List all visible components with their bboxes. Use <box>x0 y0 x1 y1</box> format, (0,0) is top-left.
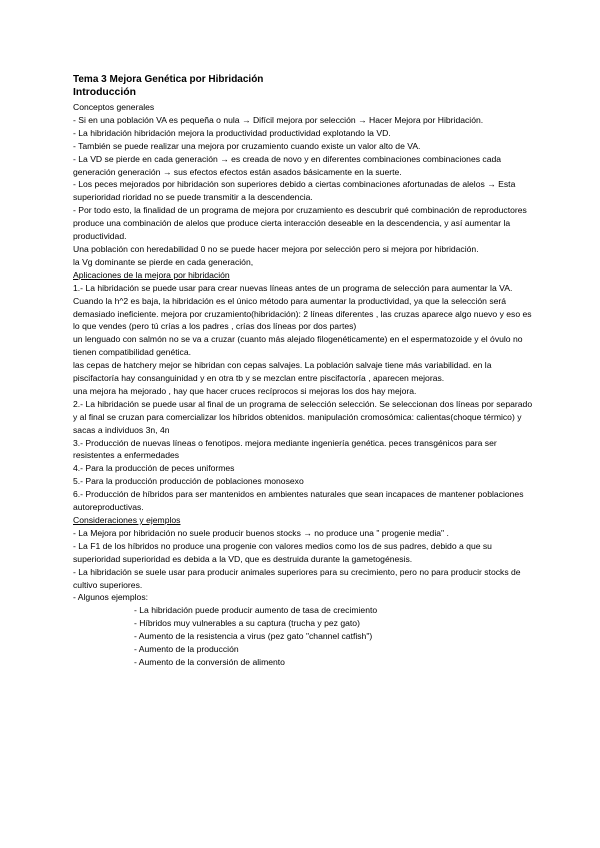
subheading-conceptos: Conceptos generales <box>73 102 155 112</box>
paragraph: 5.- Para la producción producción de poblaciones monosexo <box>73 476 304 487</box>
paragraph: - La VD se pierde en cada generación → es creada de novo y en diferentes combinaciones combinaciones cada generación generación → sus efectos efectos están asados básicamente en la suerte. <box>73 153 502 177</box>
paragraph: - También se puede realizar una mejora por cruzamiento cuando existe un valor alto de VA. <box>73 140 421 151</box>
list-item: - Aumento de la conversión de alimento <box>134 656 285 667</box>
paragraph: - La hibridación hibridación mejora la productividad productividad explotando la VD. <box>73 127 391 138</box>
paragraph: - La hibridación se suele usar para producir animales superiores para su crecimiento, pero no para producir stocks de cultivo superiores. <box>73 566 521 590</box>
paragraph: 1.- La hibridación se puede usar para crear nuevas líneas antes de un programa de selección para aumentar la VA. Cuando la h^2 es baja, la hibridación es el único método para aumentar la productividad, ya que la selección será demasiado ineficiente. mejora por cruzamiento(hibridación): 2 líneas diferentes , las cruzas aparece algo nuevo y eso es lo que vendes (pero tú crías a los padres , crías dos líneas por dos partes) <box>73 282 532 332</box>
paragraph: - Los peces mejorados por hibridación son superiores debido a ciertas combinaciones afortunadas de alelos → Esta superioridad rioridad no se puede transmitir a la descendencia. <box>73 179 516 203</box>
paragraph: - Si en una población VA es pequeña o nula → Difícil mejora por selección → Hacer Mejora por Hibridación. <box>73 114 484 125</box>
examples-list <box>73 604 533 669</box>
subheading-aplicaciones: Aplicaciones de la mejora por hibridación <box>73 269 230 280</box>
paragraph: un lenguado con salmón no se va a cruzar (cuanto más alejado filogenéticamente) en el espermatozoide y el óvulo no tienen compatibilidad genética. <box>73 334 523 358</box>
paragraph: las cepas de hatchery mejor se hibridan con cepas salvajes. La población salvaje tiene más variabilidad. en la piscifactoría hay consanguinidad y en otra tb y se mezclan entre piscifactoría , aparecen mejoras. <box>73 360 492 384</box>
paragraph: Una población con heredabilidad 0 no se puede hacer mejora por selección pero si mejora por hibridación. <box>73 243 479 254</box>
paragraph: - La Mejora por hibridación no suele producir buenos stocks → no produce una " progenie media" . <box>73 527 449 538</box>
document-title: Tema 3 Mejora Genética por Hibridación <box>73 74 264 85</box>
paragraph: - La F1 de los híbridos no produce una progenie con valores medios como los de sus padres, debido a que su superioridad superioridad es debida a la VD, que es destruida durante la gametogénesis. <box>73 540 492 564</box>
list-item: - La hibridación puede producir aumento de tasa de crecimiento <box>134 605 378 616</box>
paragraph: una mejora ha mejorado , hay que hacer cruces recíprocos si mejoras los dos hay mejora. <box>73 385 417 396</box>
list-item: - Aumento de la producción <box>134 644 239 655</box>
list-item: - Híbridos muy vulnerables a su captura (trucha y pez gato) <box>134 618 360 629</box>
paragraph: la Vg dominante se pierde en cada generación, <box>73 256 254 267</box>
paragraph: 6.- Producción de híbridos para ser mantenidos en ambientes naturales que sean incapaces de mantener poblaciones autoreproductivas. <box>73 489 524 513</box>
paragraph: 3.- Producción de nuevas líneas o fenotipos. mejora mediante ingeniería genética. peces transgénicos para ser resistentes a enfermedades <box>73 437 497 461</box>
paragraph: 4.- Para la producción de peces uniformes <box>73 463 235 474</box>
section-heading-introduccion: Introducción <box>73 87 136 98</box>
paragraph: - Por todo esto, la finalidad de un programa de mejora por cruzamiento es descubrir qué combinación de reproductores produce una combinación de alelos que produce cierta interacción deseable en la descendencia, y así aumentar la productividad. <box>73 205 527 242</box>
paragraph: 2.- La hibridación se puede usar al final de un programa de selección selección. Se seleccionan dos líneas por separado y al final se cruzan para comercializar los híbridos obtenidos. manipulación cromosómica: calientas(choque térmico) y sacas a individuos 3n, 4n <box>73 398 533 435</box>
list-item: - Aumento de la resistencia a virus (pez gato "channel catfish") <box>134 631 373 642</box>
paragraph: - Algunos ejemplos: <box>73 592 148 603</box>
document-body <box>73 74 533 669</box>
subheading-consideraciones: Consideraciones y ejemplos <box>73 515 181 525</box>
